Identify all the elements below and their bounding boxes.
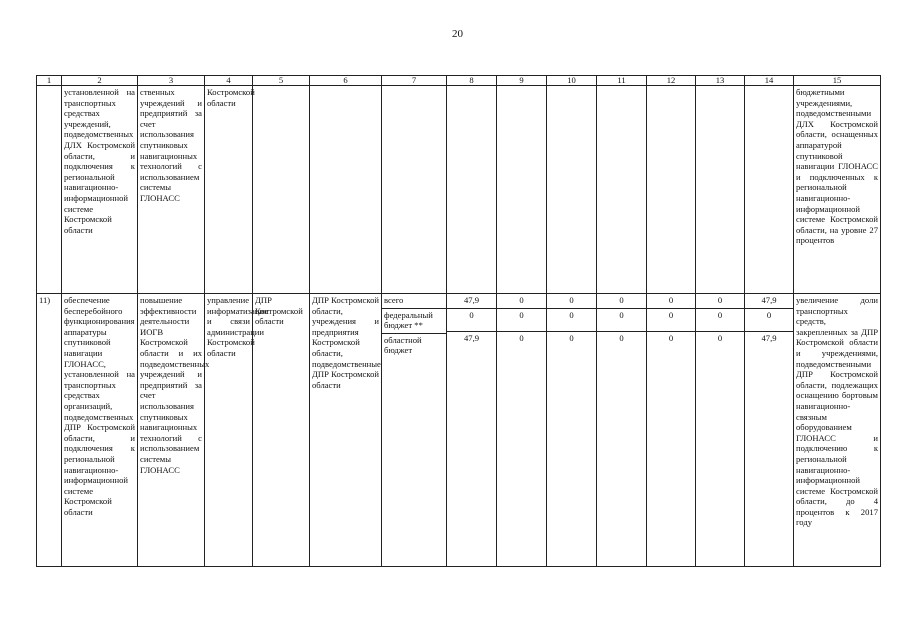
amount-value: 47,9 — [463, 295, 480, 305]
amount-value: 0 — [745, 308, 793, 331]
cell-empty — [597, 86, 647, 294]
header-cell: 2 — [62, 76, 138, 86]
header-cell: 13 — [696, 76, 745, 86]
cell-participants: ДПР Костромской области, учреждения и предприятия Костромской области, подведомственные ДПР Костромской области — [310, 294, 382, 567]
amount-value: 0 — [497, 331, 546, 346]
header-cell: 11 — [597, 76, 647, 86]
cell-empty — [382, 86, 447, 294]
cell-goal: повышение эффективности деятельности ИОГВ Костромской области и их подведомственных учреждений и предприятий за счет использования спутниковых навигационных технологий с использованием системы ГЛОНАСС — [138, 294, 205, 567]
cell-amount — [696, 294, 745, 567]
header-cell: 3 — [138, 76, 205, 86]
source-label: федеральный бюджет ** — [382, 308, 446, 333]
amount-value: 0 — [717, 295, 723, 305]
cell-executor: ДПР Костромской области — [253, 294, 310, 567]
header-cell: 7 — [382, 76, 447, 86]
header-cell: 14 — [745, 76, 794, 86]
cell-amount — [547, 294, 597, 567]
cell-amount — [647, 294, 696, 567]
amount-value: 0 — [547, 308, 596, 331]
amount-value: 0 — [668, 295, 674, 305]
table-row-11 — [37, 294, 881, 567]
program-table — [36, 75, 881, 567]
cell-amount-total — [745, 294, 794, 567]
source-label: всего — [384, 295, 404, 305]
source-label: областной бюджет — [382, 333, 446, 358]
cell-number: 11) — [37, 294, 62, 567]
amount-value: 0 — [597, 331, 646, 346]
header-cell: 8 — [447, 76, 497, 86]
cell-coordinator: Костромской области — [205, 86, 253, 294]
amount-value: 0 — [569, 295, 574, 305]
cell-amount — [597, 294, 647, 567]
amount-value: 47,9 — [447, 331, 496, 346]
amount-value: 47,9 — [745, 331, 793, 346]
header-cell: 6 — [310, 76, 382, 86]
cell-amount — [497, 294, 547, 567]
amount-value: 0 — [647, 331, 695, 346]
cell-empty — [647, 86, 696, 294]
header-cell: 12 — [647, 76, 696, 86]
amount-value: 0 — [696, 331, 744, 346]
cell-goal: ственных учреждений и предприятий за счет использования спутниковых навигационных технологий с использованием системы ГЛОНАСС — [138, 86, 205, 294]
amount-value: 47,9 — [761, 295, 777, 305]
cell-empty — [447, 86, 497, 294]
cell-empty — [547, 86, 597, 294]
amount-value: 0 — [696, 308, 744, 331]
header-cell: 5 — [253, 76, 310, 86]
amount-value: 0 — [647, 308, 695, 331]
cell-amount — [447, 294, 497, 567]
cell-activity: обеспечение бесперебойного функционирования аппаратуры спутниковой навигации ГЛОНАСС, установленной на транспортных средствах организаций, подведомственных ДПР Костромской области, и подключения к региональной навигационно-информационной системе Костромской области — [62, 294, 138, 567]
table-row-continued — [37, 86, 881, 294]
page-number: 20 — [452, 28, 463, 40]
cell-activity: установленной на транспортных средствах учреждений, подведомственных ДЛХ Костромской области, и подключения к региональной навигационно-информационной системе Костромской области — [62, 86, 138, 294]
amount-value: 0 — [547, 331, 596, 346]
cell-empty — [497, 86, 547, 294]
cell-empty — [745, 86, 794, 294]
amount-value: 0 — [447, 308, 496, 331]
header-cell: 9 — [497, 76, 547, 86]
amount-value: 0 — [497, 308, 546, 331]
header-cell: 10 — [547, 76, 597, 86]
amount-value: 0 — [619, 295, 624, 305]
cell-empty — [310, 86, 382, 294]
header-cell: 4 — [205, 76, 253, 86]
amount-value: 0 — [519, 295, 524, 305]
header-cell: 15 — [794, 76, 881, 86]
header-cell: 1 — [37, 76, 62, 86]
amount-value: 0 — [597, 308, 646, 331]
cell-funding-sources — [382, 294, 447, 567]
header-row — [37, 76, 881, 86]
cell-coordinator: управление информатизации и связи администрации Костромской области — [205, 294, 253, 567]
cell-result: бюджетными учреждениями, подведомственными ДЛХ Костромской области, оснащенных аппаратурой спутниковой навигации ГЛОНАСС и подключенных к региональной навигационно-информационной системе Костромской области, на уровне 27 процентов — [794, 86, 881, 294]
cell-empty — [37, 86, 62, 294]
cell-empty — [696, 86, 745, 294]
cell-result: увеличение доли транспортных средств, закрепленных за ДПР Костромской области и учреждениями, подведомственными ДПР Костромской области, подлежащих оснащению бортовым навигационно-связным оборудованием ГЛОНАСС и подключению к региональной навигационно-информационной системе Костромской области, до 4 процентов к 2017 году — [794, 294, 881, 567]
cell-empty — [253, 86, 310, 294]
